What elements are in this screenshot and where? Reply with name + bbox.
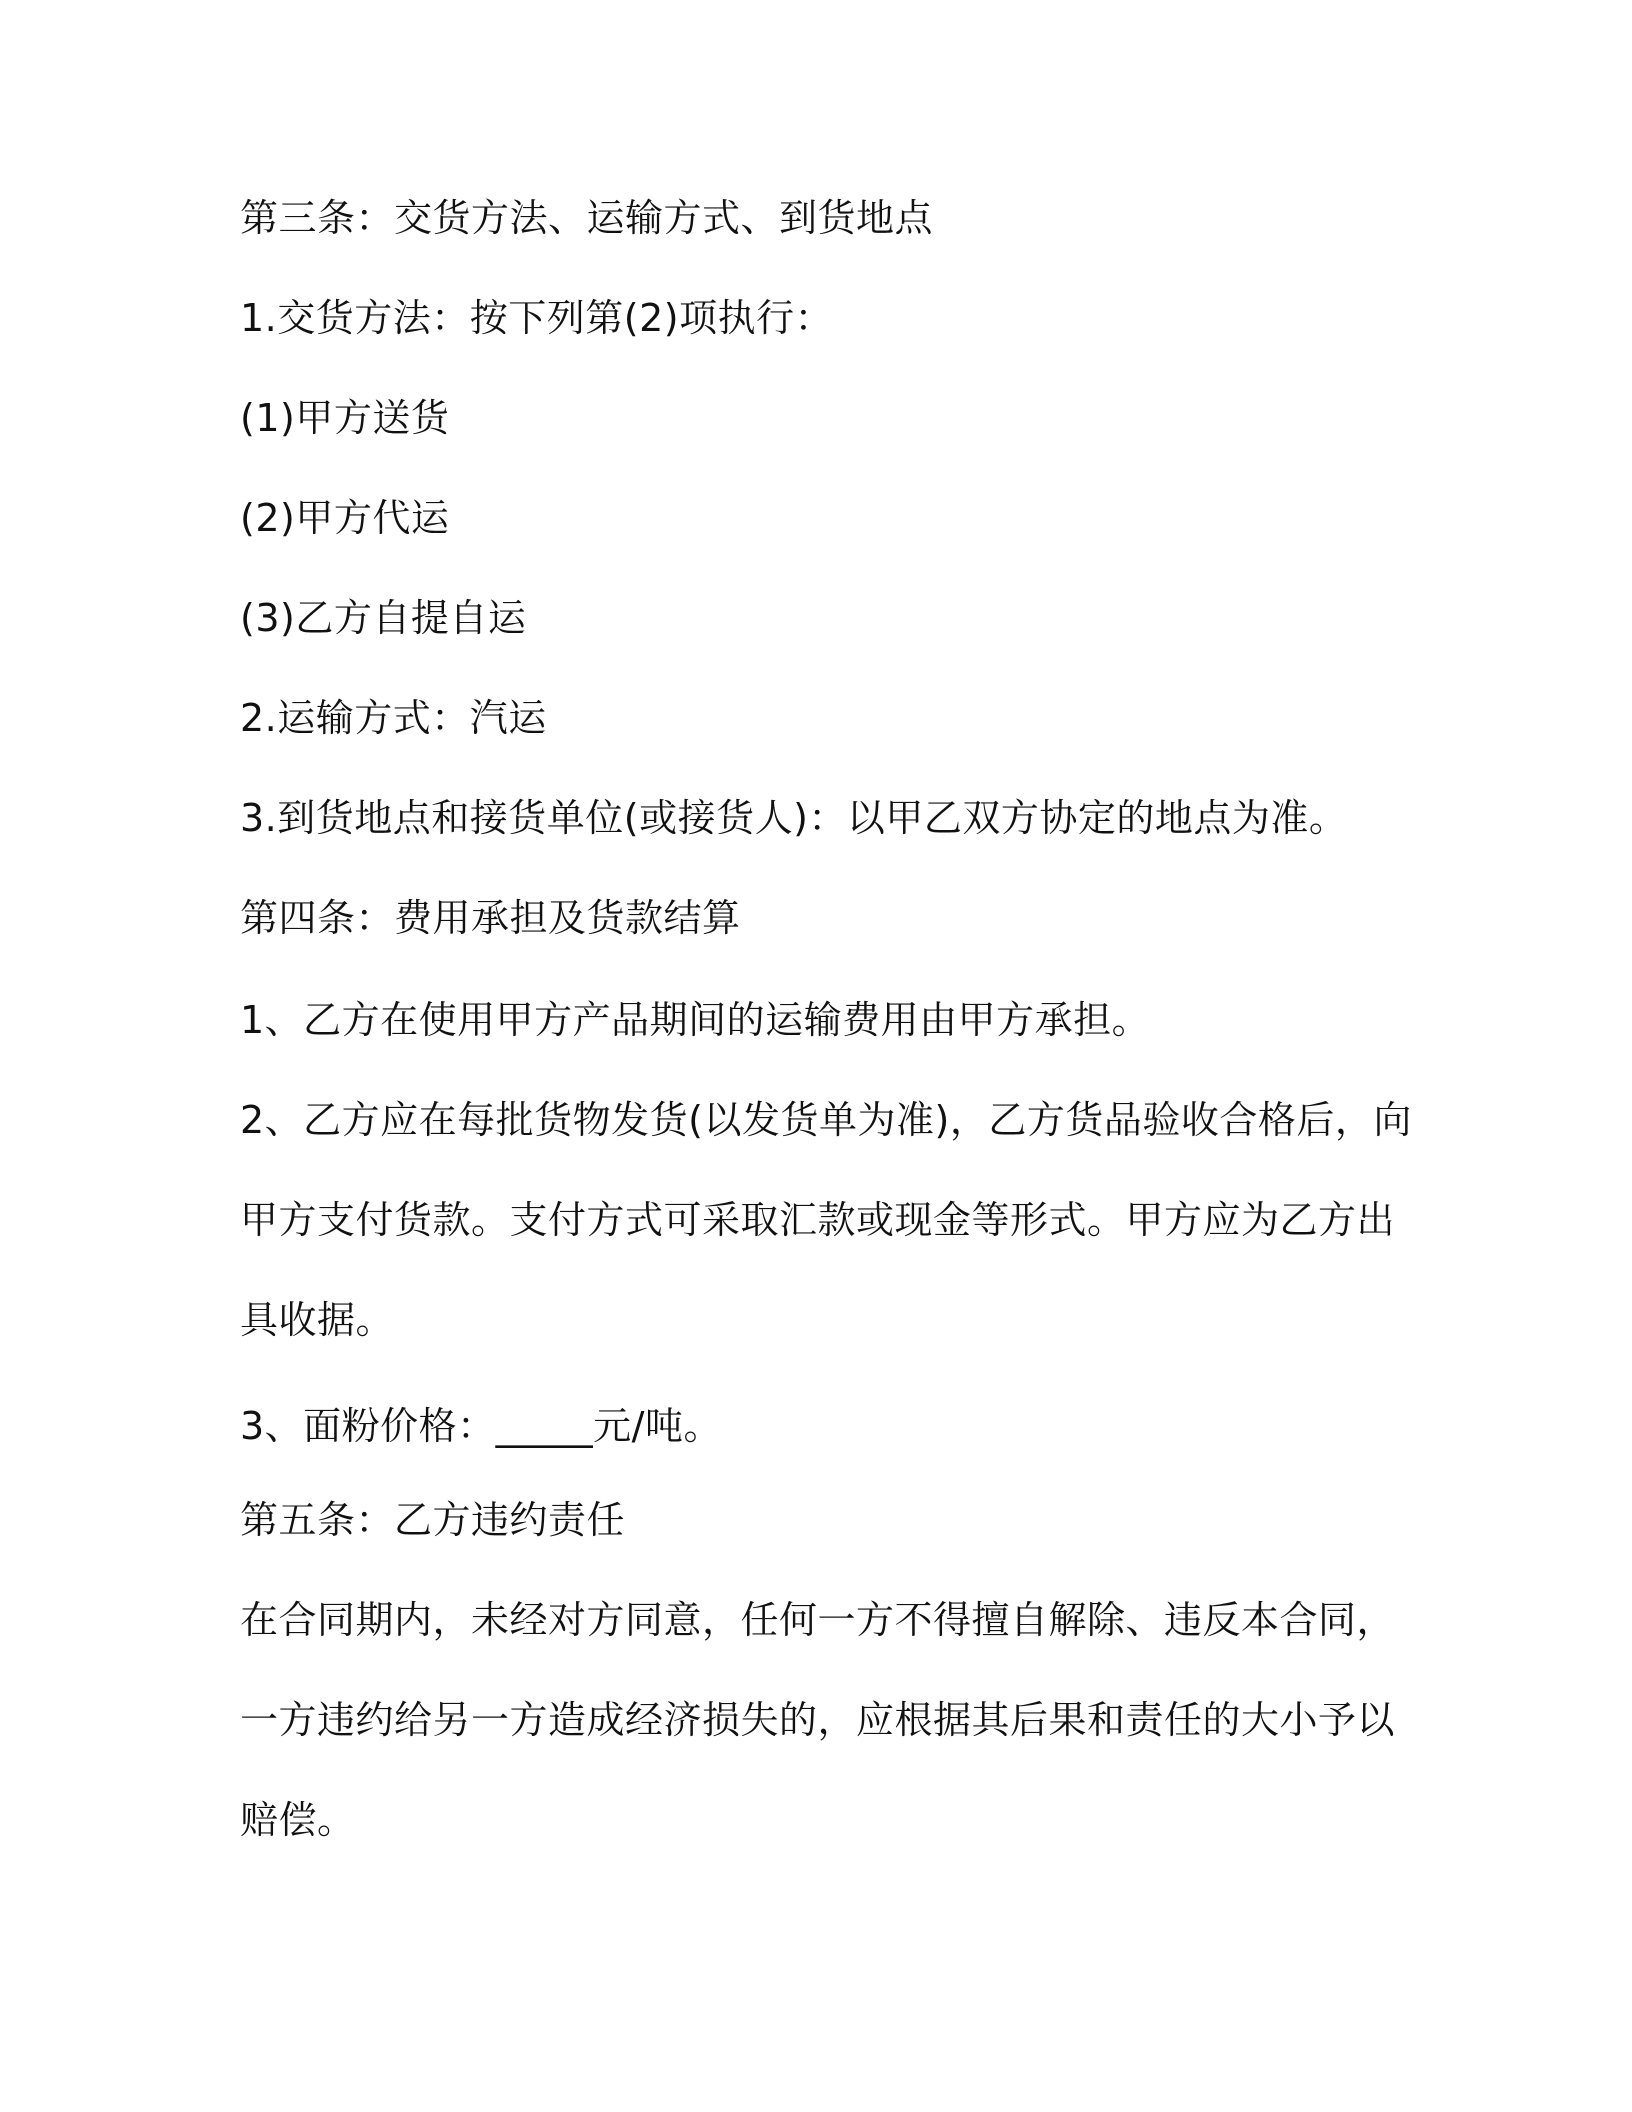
article-4-item-1: 1、乙方在使用甲方产品期间的运输费用由甲方承担。 xyxy=(240,998,1151,1042)
article-4-heading: 第四条：费用承担及货款结算 xyxy=(240,896,741,940)
article-5-body-line-1: 在合同期内，未经对方同意，任何一方不得擅自解除、违反本合同， xyxy=(240,1598,1396,1642)
delivery-method-line: 1.交货方法：按下列第(2)项执行： xyxy=(240,296,834,340)
article-4-item-2-line-2: 甲方支付货款。支付方式可采取汇款或现金等形式。甲方应为乙方出 xyxy=(240,1198,1396,1242)
option-3-line: (3)乙方自提自运 xyxy=(240,596,527,640)
option-1-line: (1)甲方送货 xyxy=(240,396,450,440)
transport-method-line: 2.运输方式：汽运 xyxy=(240,696,547,740)
article-5-heading: 第五条：乙方违约责任 xyxy=(240,1498,626,1542)
delivery-location-line: 3.到货地点和接货单位(或接货人)：以甲乙双方协定的地点为准。 xyxy=(240,796,1348,840)
article-4-item-2-line-3: 具收据。 xyxy=(240,1298,395,1342)
article-4-item-3: 3、面粉价格：_____元/吨。 xyxy=(240,1404,722,1448)
article-5-body-line-3: 赔偿。 xyxy=(240,1798,356,1842)
article-3-heading: 第三条：交货方法、运输方式、到货地点 xyxy=(240,196,934,240)
article-4-item-2-line-1: 2、乙方应在每批货物发货(以发货单为准)，乙方货品验收合格后，向 xyxy=(240,1098,1412,1142)
option-2-line: (2)甲方代运 xyxy=(240,496,450,540)
article-5-body-line-2: 一方违约给另一方造成经济损失的，应根据其后果和责任的大小予以 xyxy=(240,1698,1396,1742)
